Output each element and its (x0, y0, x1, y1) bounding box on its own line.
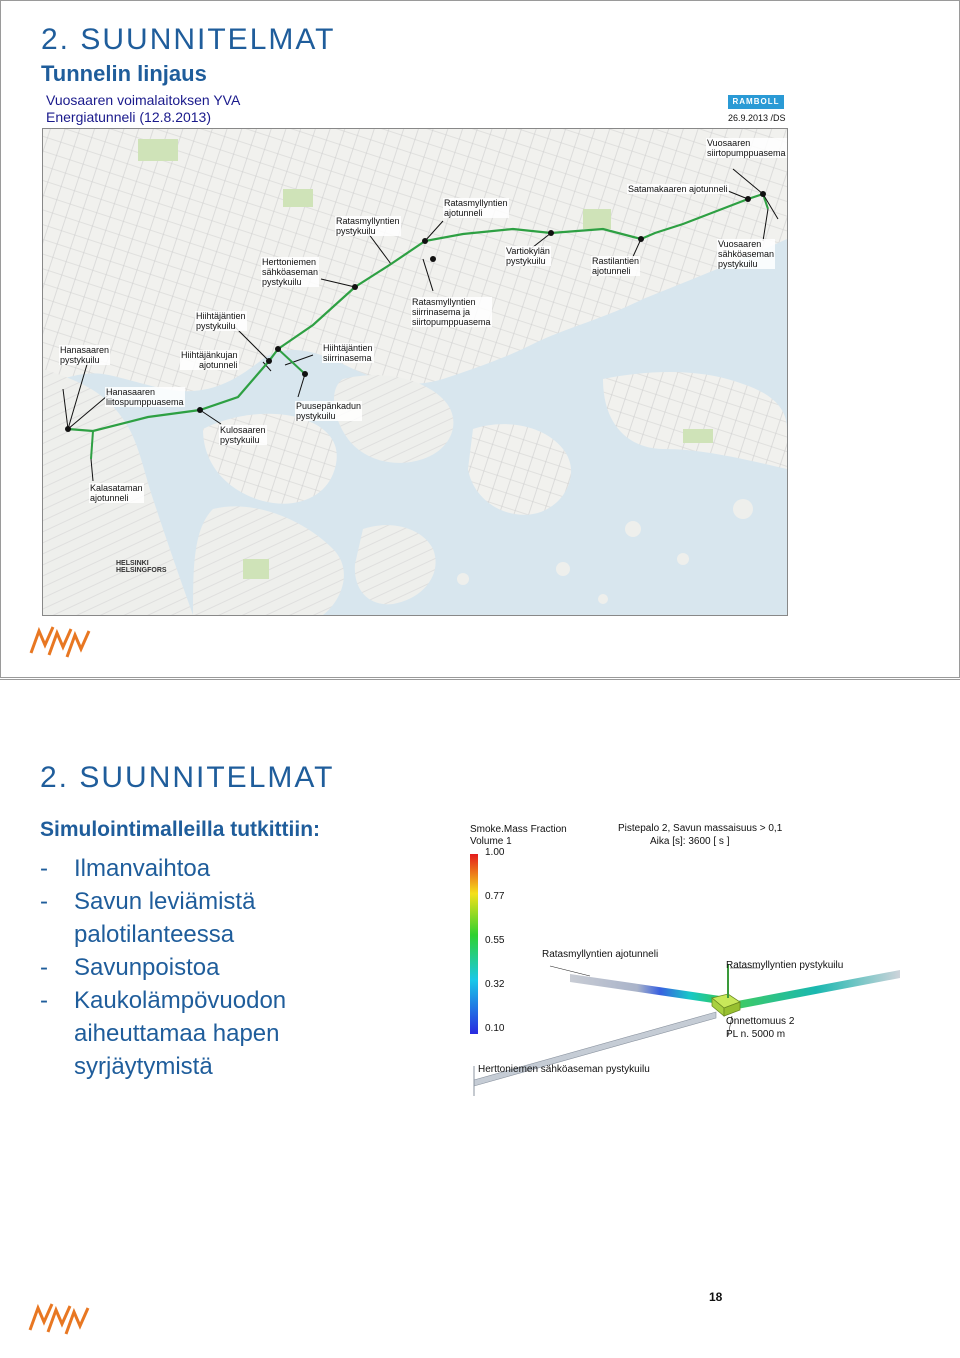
legend-title-2: Volume 1 (470, 836, 512, 847)
label-ratasmyllyntien-ajotunneli: Ratasmyllyntien ajotunneli (542, 949, 659, 960)
legend-tick: 1.00 (485, 847, 505, 858)
color-scale-bar (470, 854, 478, 1034)
ramboll-logo: RAMBOLL (728, 95, 784, 109)
legend-tick: 0.10 (485, 1023, 505, 1034)
label-line: Hanasaaren (60, 345, 110, 355)
list-item-text: Ilmanvaihtoa (74, 855, 211, 882)
label-line: pystykuilu (336, 226, 376, 236)
label-puusepankadun-pystykuilu (295, 401, 362, 421)
label-line: Kulosaaren (220, 425, 266, 435)
label-line: Hiihtäjänkujan (181, 350, 238, 360)
label-line: sähköaseman (718, 249, 775, 259)
label-vuosaaren-siirtopumppuasema (706, 138, 787, 158)
label-satamakaaren-ajotunneli: Satamakaaren ajotunneli (628, 184, 728, 194)
list-item (40, 885, 334, 951)
label-ratasmyllyntien-pystykuilu (335, 216, 401, 236)
bullet-list (40, 852, 334, 1083)
label-hiihtajantien-siirrinasema (322, 343, 374, 363)
label-onnettomuus-line-2: PL n. 5000 m (726, 1029, 786, 1040)
tunnel-route-map (42, 128, 788, 616)
label-kulosaaren-pystykuilu (219, 425, 267, 445)
label-hanasaaren-pystykuilu (59, 345, 110, 365)
legend-title-1: Smoke.Mass Fraction (470, 824, 567, 835)
label-line: Hiihtäjäntien (323, 343, 373, 353)
list-item-text: Kaukolämpövuodon aiheuttamaa hapen syrjäytymistä (74, 987, 287, 1080)
label-line: ajotunneli (90, 493, 129, 503)
label-herttoniemen-sahkoaseman-pystykuilu (261, 257, 319, 287)
label-line: pystykuilu (262, 277, 302, 287)
map-background (43, 129, 787, 615)
list-item-text: Savun leviämistä palotilanteessa (74, 888, 256, 948)
label-helsinki (116, 560, 167, 574)
label-line: Hiihtäjäntien (196, 311, 246, 321)
bullet-dash: - (40, 855, 48, 882)
label-line: Ratasmyllyntien (412, 297, 476, 307)
label-vartiokylan-pystykuilu (505, 246, 551, 266)
label-line: siirrinasema (323, 353, 372, 363)
label-line: pystykuilu (196, 321, 236, 331)
label-hiihtajantien-pystykuilu (195, 311, 247, 331)
label-line: ajotunneli (592, 266, 631, 276)
list-item (40, 852, 334, 885)
map-date: 26.9.2013 /DS (728, 113, 786, 123)
label-vuosaaren-sahkoaseman-pystykuilu (717, 239, 775, 269)
list-heading: Simulointimalleilla tutkittiin: (40, 818, 321, 841)
legend-tick: 0.55 (485, 935, 505, 946)
list-item (40, 951, 334, 984)
smoke-simulation-figure (460, 818, 906, 1108)
slide-1 (0, 0, 960, 678)
label-onnettomuus-line-1: Onnettomuus 2 (726, 1016, 795, 1027)
label-line: Puusepänkadun (296, 401, 362, 411)
label-hiihtajankujan-ajotunneli (180, 350, 239, 370)
label-line: Kalasataman (90, 483, 143, 493)
map-header-line-1: Vuosaaren voimalaitoksen YVA (46, 92, 241, 108)
legend-tick: 0.32 (485, 979, 505, 990)
label-kalasataman-ajotunneli (89, 483, 144, 503)
label-line: siirtopumppuasema (707, 148, 786, 158)
company-logo-icon (29, 623, 91, 659)
bullet-dash: - (40, 888, 48, 915)
slide-1-title: 2. SUUNNITELMAT (41, 23, 336, 56)
label-line: Rastilantien (592, 256, 640, 266)
label-ratasmyllyntien-pystykuilu: Ratasmyllyntien pystykuilu (726, 960, 844, 971)
label-line: pystykuilu (718, 259, 758, 269)
page-number: 18 (709, 1290, 723, 1304)
label-line: siirtopumppuasema (412, 317, 491, 327)
slide-2-title: 2. SUUNNITELMAT (40, 761, 335, 794)
label-line: Herttoniemen (262, 257, 317, 267)
label-hanasaaren-liitospumppuasema (105, 387, 185, 407)
legend-tick: 0.77 (485, 891, 505, 902)
list-item-text: Savunpoistoa (74, 954, 220, 981)
label-line: siirrinasema ja (412, 307, 471, 317)
label-line: HELSINGFORS (116, 567, 167, 574)
company-logo-icon (28, 1300, 90, 1336)
scenario-line-1: Pistepalo 2, Savun massaisuus > 0,1 (618, 823, 783, 834)
scenario-line-2: Aika [s]: 3600 [ s ] (650, 836, 730, 847)
bullet-dash: - (40, 954, 48, 981)
label-line: Ratasmyllyntien (444, 198, 508, 208)
label-line: pystykuilu (60, 355, 100, 365)
label-line: ajotunneli (444, 208, 483, 218)
label-ratasmyllyntien-ajotunneli (443, 198, 509, 218)
slide-1-subtitle: Tunnelin linjaus (41, 61, 207, 86)
label-ratasmyllyntien-siirrinasema (411, 297, 492, 327)
label-rastilantien-ajotunneli (591, 256, 640, 276)
label-line: pystykuilu (506, 256, 546, 266)
map-header-line-2: Energiatunneli (12.8.2013) (46, 109, 212, 125)
bullet-dash: - (40, 987, 48, 1014)
label-line: Vuosaaren (707, 138, 751, 148)
label-line: HELSINKI (116, 560, 149, 567)
label-line: ajotunneli (199, 360, 238, 370)
label-line: Ratasmyllyntien (336, 216, 400, 226)
label-line: sähköaseman (262, 267, 319, 277)
label-line: pystykuilu (220, 435, 260, 445)
label-line: pystykuilu (296, 411, 336, 421)
label-line: liitospumppuasema (106, 397, 184, 407)
label-line: Vartiokylän (506, 246, 550, 256)
map-header (46, 92, 240, 126)
label-line: Vuosaaren (718, 239, 762, 249)
label-line: Hanasaaren (106, 387, 156, 397)
list-item (40, 984, 334, 1083)
label-herttoniemen-pystykuilu: Herttoniemen sähköaseman pystykuilu (478, 1064, 650, 1075)
